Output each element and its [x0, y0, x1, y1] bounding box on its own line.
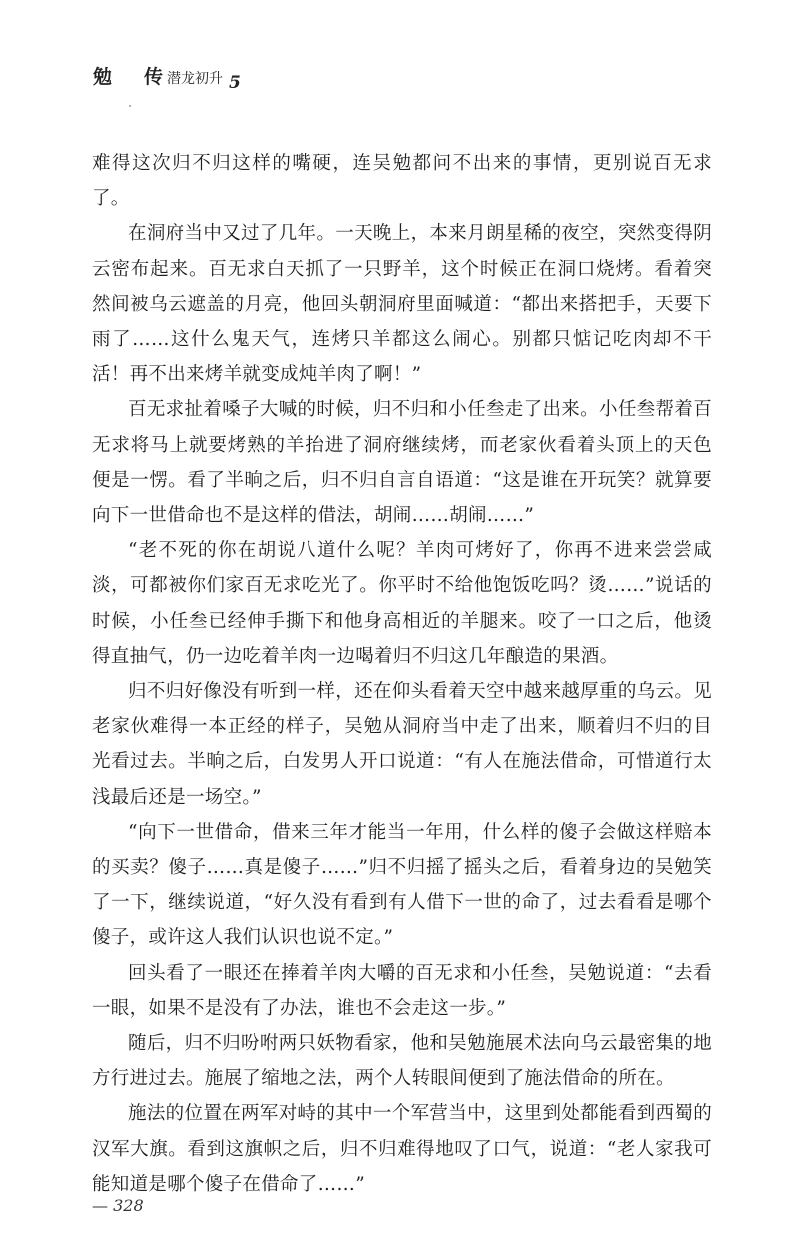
page-body — [92, 146, 712, 1202]
paragraph-5: 归不归好像没有听到一样，还在仰头看着天空中越来越厚重的乌云。见老家伙难得一本正经的样子，吴勉从洞府当中走了出来，顺着归不归的目光看过去。半晌之后，白发男人开口说道：“有人在施法借命，可惜道行太浅最后还是一场空。” — [92, 681, 712, 808]
paragraph-6: “向下一世借命，借来三年才能当一年用，什么样的傻子会做这样赔本的买卖？傻子……真是傻子……”归不归摇了摇头之后，看着身边的吴勉笑了一下，继续说道，“好久没有看到有人借下一世的命了，过去看看是哪个傻子，或许这人我们认识也说不定。” — [92, 821, 712, 949]
header-gap — [114, 70, 142, 88]
running-header — [93, 66, 241, 93]
header-volume-number: 5 — [229, 73, 241, 93]
paragraph-2: 在洞府当中又过了几年。一天晚上，本来月朗星稀的夜空，突然变得阴云密布起来。百无求白天抓了一只野羊，这个时候正在洞口烧烤。看着突然间被乌云遮盖的月亮，他回头朝洞府里面喊道：“都出来搭把手，天要下雨了……这什么鬼天气，连烤只羊都这么闹心。别都只惦记吃肉却不干活！再不出来烤羊就变成炖羊肉了啊！” — [92, 223, 712, 386]
header-subtitle: 潜龙初升 — [167, 71, 224, 87]
speck-decoration — [129, 105, 131, 107]
paragraph-7: 回头看了一眼还在捧着羊肉大嚼的百无求和小任叁，吴勉说道：“去看一眼，如果不是没有了办法，谁也不会走这一步。” — [92, 962, 712, 1019]
paragraph-4: “老不死的你在胡说八道什么呢？羊肉可烤好了，你再不进来尝尝咸淡，可都被你们家百无求吃光了。你平时不给他饱饭吃吗？烫……”说话的时候，小任叁已经伸手撕下和他身高相近的羊腿来。咬了一口之后，他烫得直抽气，仍一边吃着羊肉一边喝着归不归这几年酿造的果酒。 — [92, 540, 712, 667]
paragraph-3: 百无求扯着嗓子大喊的时候，归不归和小任叁走了出来。小任叁帮着百无求将马上就要烤熟的羊抬进了洞府继续烤，而老家伙看着头顶上的天色便是一愣。看了半晌之后，归不归自言自语道：“这是谁在开玩笑？就算要向下一世借命也不是这样的借法，胡闹……胡闹……” — [92, 399, 712, 527]
paragraph-9: 施法的位置在两军对峙的其中一个军营当中，这里到处都能看到西蜀的汉军大旗。看到这旗帜之后，归不归难得地叹了口气，说道：“老人家我可能知道是哪个傻子在借命了……” — [92, 1103, 712, 1195]
page-number: — 328 — [92, 1196, 144, 1215]
paragraph-1: 难得这次归不归这样的嘴硬，连吴勉都问不出来的事情，更别说百无求了。 — [92, 153, 712, 210]
header-title-char-2: 传 — [144, 66, 164, 88]
paragraph-8: 随后，归不归吩咐两只妖物看家，他和吴勉施展术法向乌云最密集的地方行进过去。施展了缩地之法，两个人转眼间便到了施法借命的所在。 — [92, 1033, 712, 1090]
header-title-char-1: 勉 — [93, 66, 113, 88]
